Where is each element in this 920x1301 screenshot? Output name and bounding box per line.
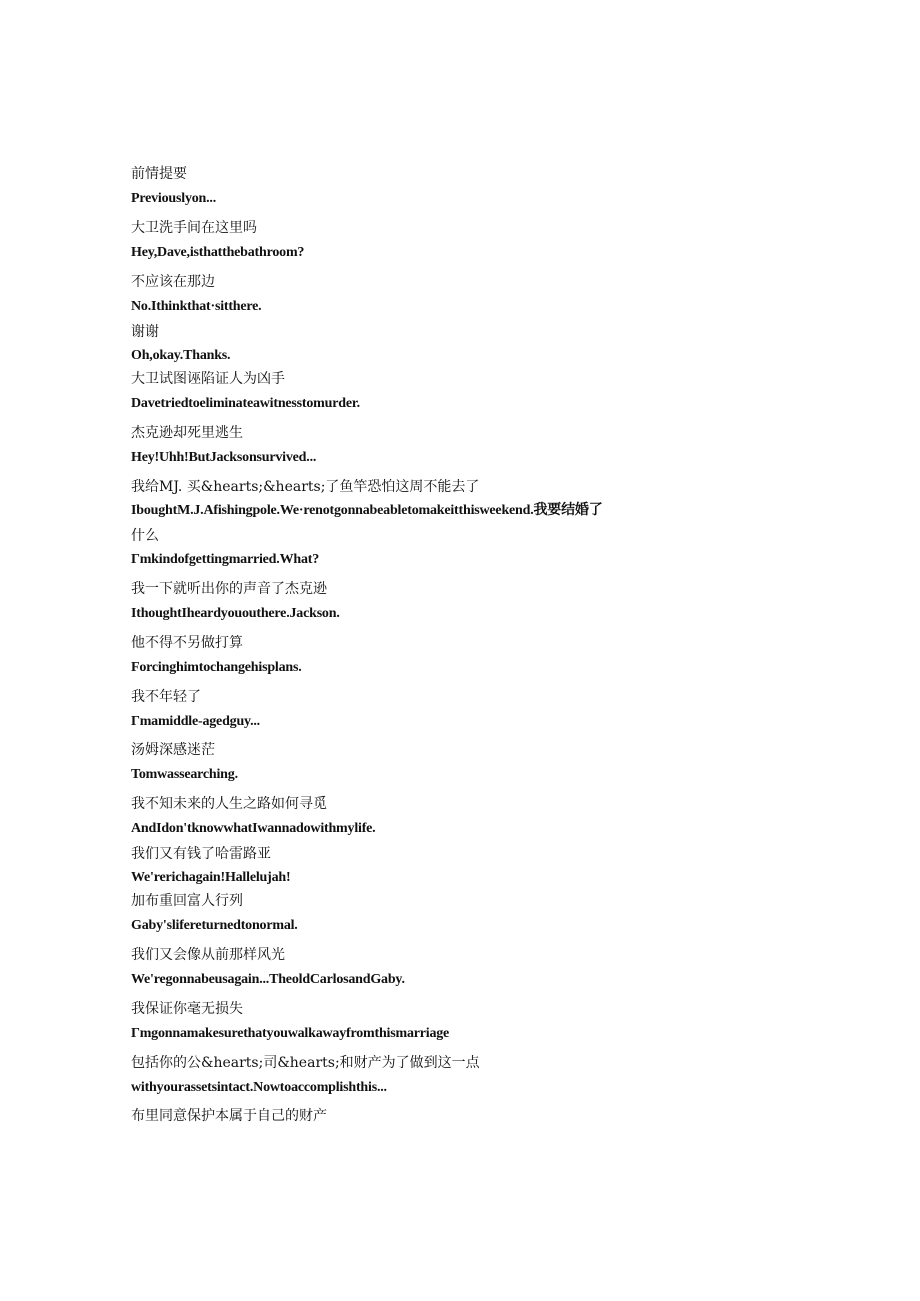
subtitle-line-zh: 加布重回富人行列: [131, 893, 243, 909]
subtitle-line-en: We'rerichagain!Hallelujah!: [131, 870, 291, 885]
subtitle-line-en: Previouslyon...: [131, 191, 217, 206]
subtitle-line-en: IthoughtIheardyououthere.Jackson.: [131, 606, 340, 621]
subtitle-line-en: Γmamiddle-agedguy...: [131, 714, 260, 729]
subtitle-line-en: Davetriedtoeliminateawitnesstomurder.: [131, 396, 360, 411]
subtitle-line-zh: 不应该在那边: [131, 274, 215, 290]
subtitle-line-zh: 谢谢: [131, 324, 159, 340]
subtitle-line-en: Forcinghimtochangehisplans.: [131, 660, 302, 675]
subtitle-line-en: Γmkindofgettingmarried.What?: [131, 552, 320, 567]
subtitle-line-en: Γmgonnamakesurethatyouwalkawayfromthismarriage: [131, 1026, 450, 1041]
subtitle-line-en: Oh,okay.Thanks.: [131, 348, 231, 363]
subtitle-line-en: No.Ithinkthat·sitthere.: [131, 299, 262, 314]
subtitle-line-zh: 汤姆深感迷茫: [131, 742, 215, 758]
subtitle-line-en: AndIdon'tknowwhatIwannadowithmylife.: [131, 821, 376, 836]
subtitle-line-zh: 我们又会像从前那样风光: [131, 947, 285, 963]
subtitle-line-zh: 大卫洗手间在这里吗: [131, 220, 257, 236]
subtitle-line-zh: 我不年轻了: [131, 689, 201, 705]
subtitle-line-zh: 布里同意保护本属于自己的财产: [131, 1108, 327, 1124]
subtitle-line-en: withyourassetsintact.Nowtoaccomplishthis...: [131, 1080, 387, 1095]
subtitle-line-zh: 我保证你毫无损失: [131, 1001, 243, 1017]
subtitle-line-en: IboughtM.J.Afishingpole.We·renotgonnabeabletomakeitthisweekend.我要结婚了: [131, 503, 603, 518]
subtitle-line-en: Tomwassearching.: [131, 767, 238, 782]
subtitle-line-zh: 他不得不另做打算: [131, 635, 243, 651]
subtitle-line-zh: 前情提要: [131, 166, 187, 182]
subtitle-line-en: Gaby'slifereturnedtonormal.: [131, 918, 298, 933]
subtitle-line-zh: 我们又有钱了哈雷路亚: [131, 846, 271, 862]
subtitle-line-en: Hey!Uhh!ButJacksonsurvived...: [131, 450, 317, 465]
subtitle-line-zh: 什么: [131, 528, 159, 544]
subtitle-line-zh: 包括你的公&hearts;司&hearts;和财产为了做到这一点: [131, 1055, 480, 1071]
subtitle-line-zh: 杰克逊却死里逃生: [131, 425, 243, 441]
subtitle-line-en: Hey,Dave,isthatthebathroom?: [131, 245, 305, 260]
subtitle-line-en: We'regonnabeusagain...TheoldCarlosandGaby.: [131, 972, 405, 987]
subtitle-line-zh: 我给MJ. 买&hearts;&hearts;了鱼竿恐怕这周不能去了: [131, 479, 480, 495]
subtitle-line-zh: 大卫试图诬陷证人为凶手: [131, 371, 285, 387]
subtitle-line-zh: 我一下就听出你的声音了杰克逊: [131, 581, 327, 597]
subtitle-line-zh: 我不知未来的人生之路如何寻觅: [131, 796, 327, 812]
